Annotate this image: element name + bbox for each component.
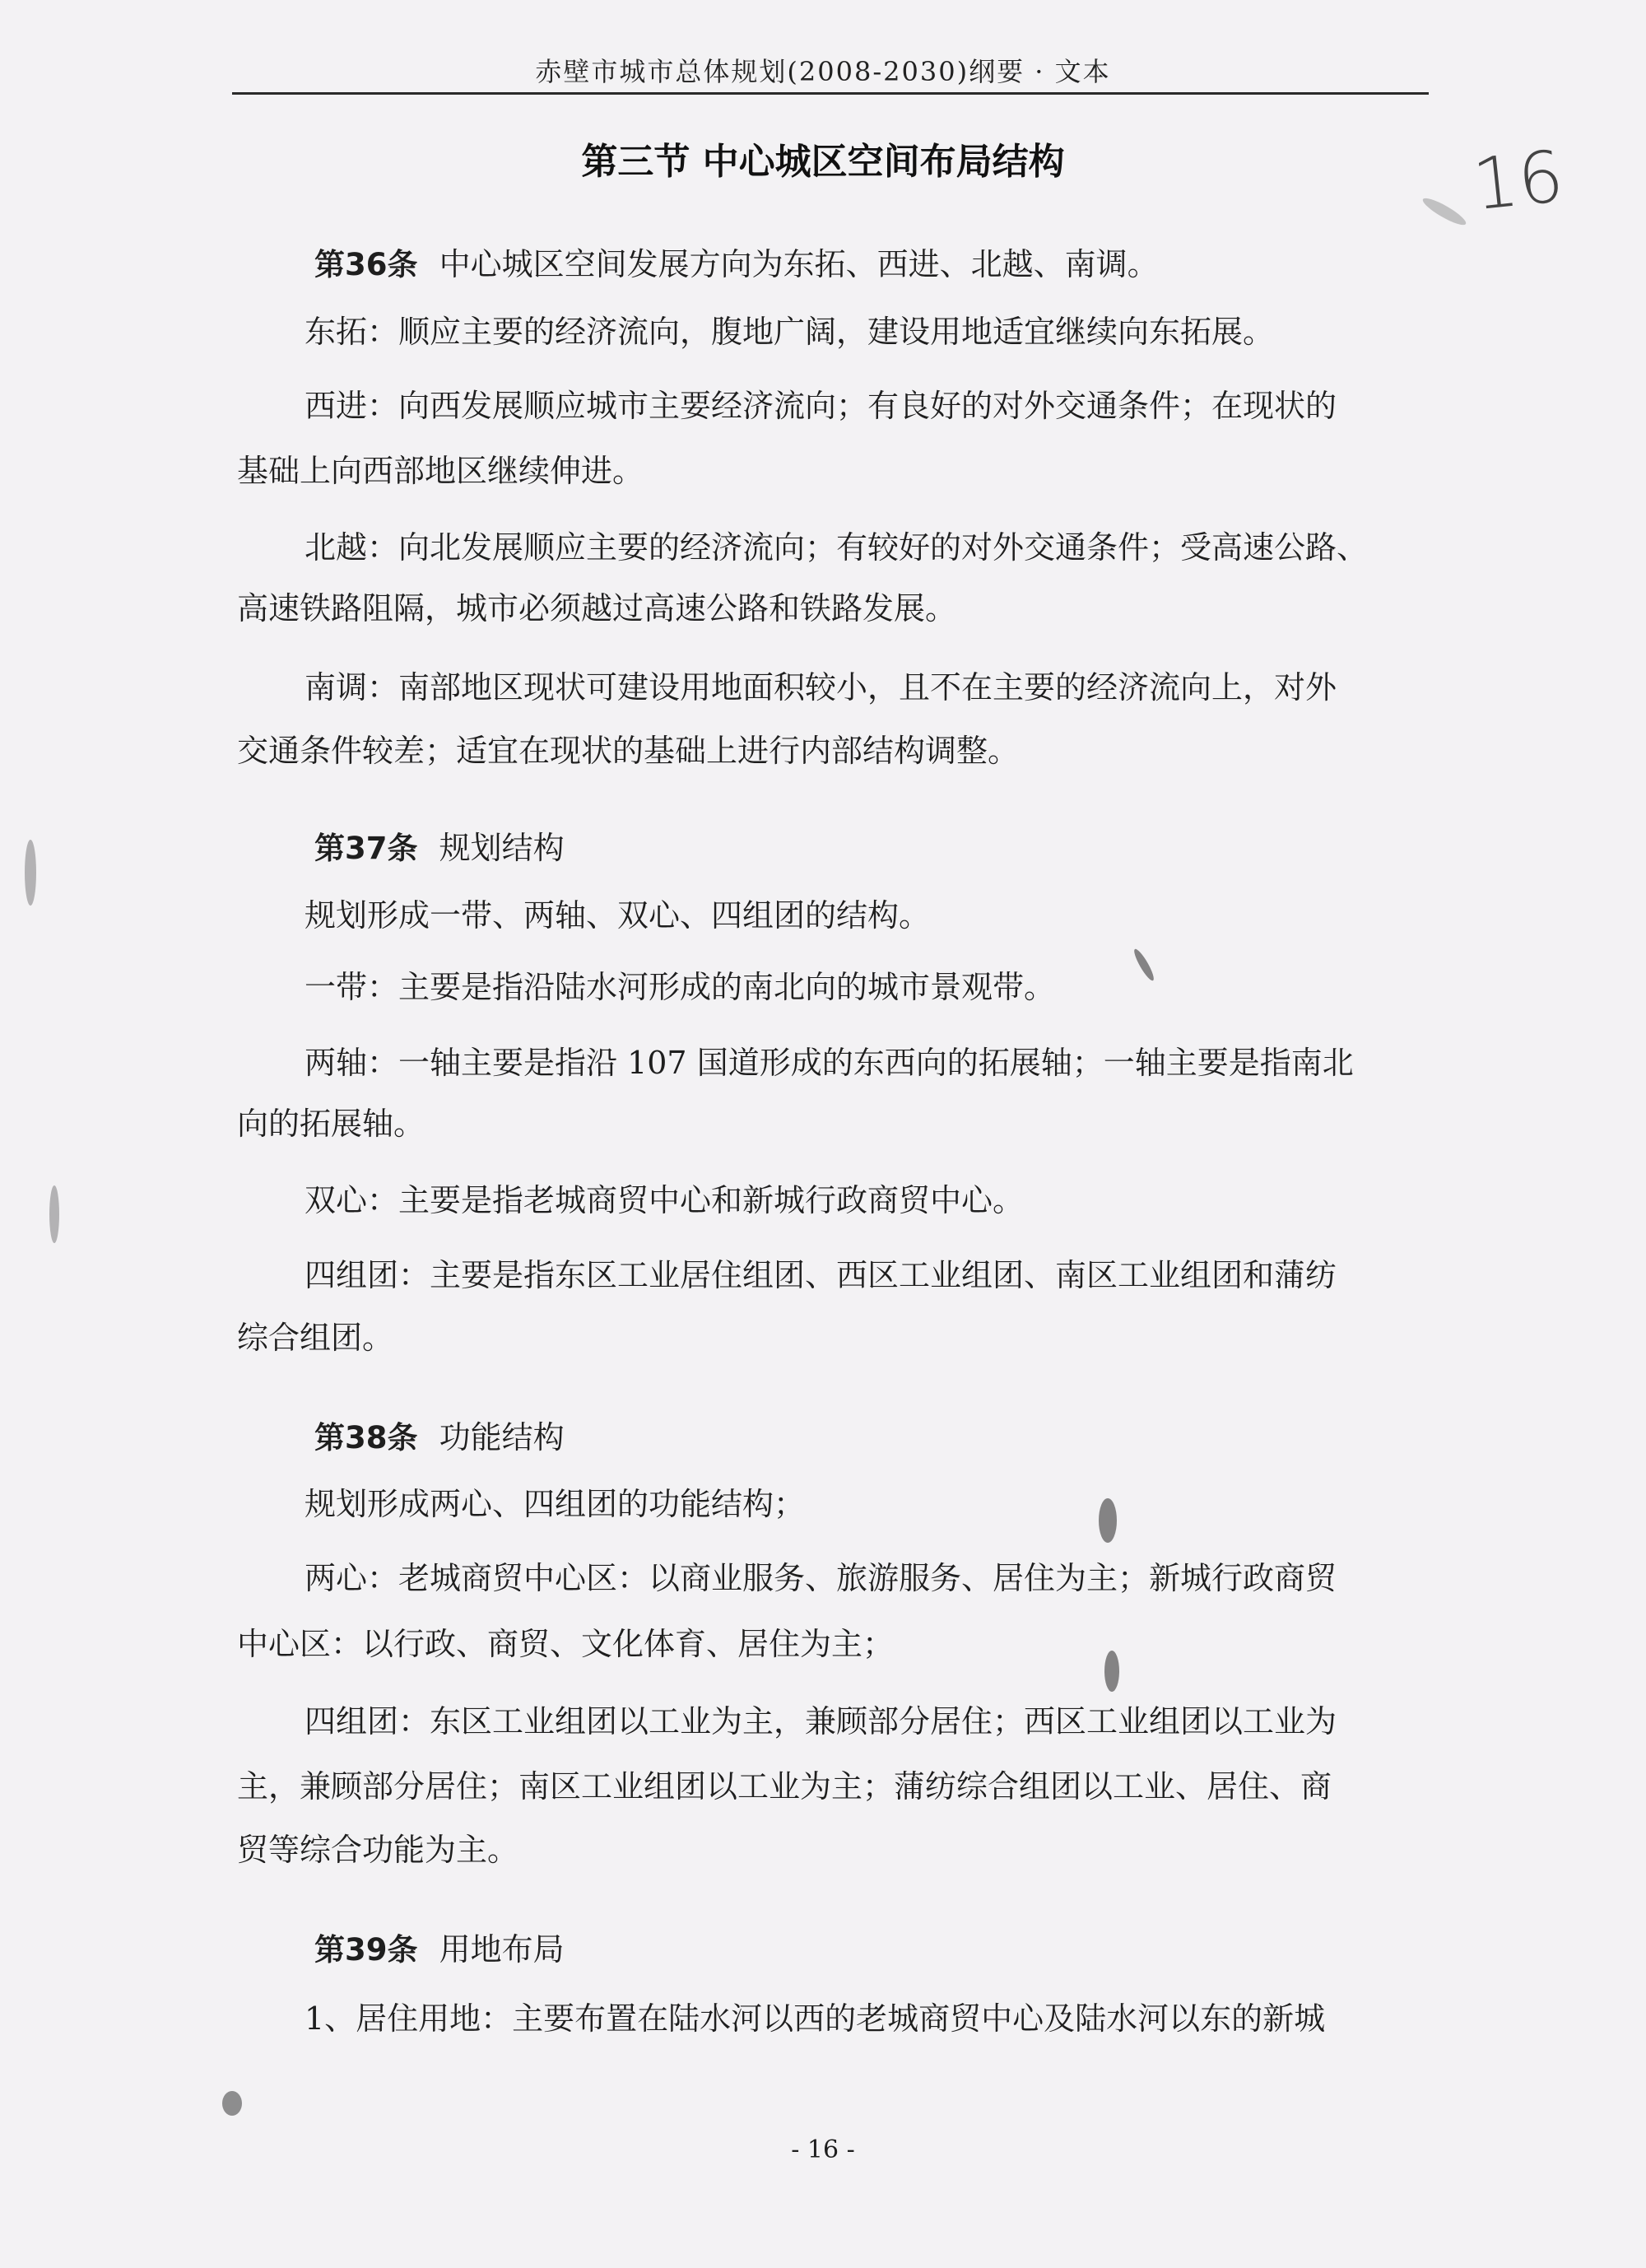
article-title: 用地布局 [439,1931,565,1968]
scan-smudge [1104,1651,1119,1692]
paragraph-line: 规划形成一带、两轴、双心、四组团的结构。 [305,897,931,934]
paragraph-line: 贸等综合功能为主。 [237,1832,519,1868]
scan-smudge [222,2091,242,2116]
paragraph-line: 双心：主要是指老城商贸中心和新城行政商贸中心。 [305,1182,1025,1218]
scan-smudge [25,840,36,906]
article-36-heading [314,246,1159,282]
header-rule [232,92,1429,95]
page-footer-number: - 16 - [791,2135,855,2164]
paragraph-line: 东拓：顺应主要的经济流向，腹地广阔，建设用地适宜继续向东拓展。 [305,314,1275,350]
article-label: 第38条 [314,1420,418,1455]
paragraph-line: 高速铁路阻隔，城市必须越过高速公路和铁路发展。 [237,590,957,626]
article-39-heading [314,1931,565,1968]
article-37-heading [314,832,565,864]
scan-smudge [1420,194,1469,229]
running-header: 赤壁市城市总体规划(2008-2030)纲要 · 文本 [535,56,1111,87]
article-label: 第39条 [314,1932,418,1968]
paragraph-line: 规划形成两心、四组团的功能结构； [305,1486,806,1522]
article-38-heading [314,1419,565,1455]
article-label: 第36条 [314,247,418,282]
scan-smudge [49,1185,59,1243]
paragraph-line: 向的拓展轴。 [237,1106,425,1142]
paragraph-line: 主，兼顾部分居住；南区工业组团以工业为主；蒲纺综合组团以工业、居住、商 [237,1768,1332,1805]
section-title: 第三节 中心城区空间布局结构 [581,141,1065,183]
paragraph-line: 交通条件较差；适宜在现状的基础上进行内部结构调整。 [237,733,1020,769]
paragraph-line: 南调：南部地区现状可建设用地面积较小，且不在主要的经济流向上，对外 [305,669,1337,706]
paragraph-line: 一带：主要是指沿陆水河形成的南北向的城市景观带。 [305,969,1056,1005]
paragraph-line: 北越：向北发展顺应主要的经济流向；有较好的对外交通条件；受高速公路、 [305,529,1369,566]
paragraph-line: 西进：向西发展顺应城市主要经济流向；有良好的对外交通条件；在现状的 [305,388,1337,424]
scan-smudge [1099,1498,1117,1543]
article-title: 中心城区空间发展方向为东拓、西进、北越、南调。 [439,246,1159,282]
scan-smudge [1132,947,1157,982]
paragraph-line: 两轴：一轴主要是指沿 107 国道形成的东西向的拓展轴；一轴主要是指南北 [305,1045,1354,1081]
paragraph-line: 中心区：以行政、商贸、文化体育、居住为主； [237,1626,895,1662]
paragraph-line: 两心：老城商贸中心区：以商业服务、旅游服务、居住为主；新城行政商贸 [305,1560,1337,1596]
paragraph-line: 四组团：主要是指东区工业居住组团、西区工业组团、南区工业组团和蒲纺 [305,1257,1337,1293]
paragraph-line: 基础上向西部地区继续伸进。 [237,453,644,489]
article-title: 功能结构 [439,1419,565,1455]
paragraph-line: 1、居住用地：主要布置在陆水河以西的老城商贸中心及陆水河以东的新城 [305,2000,1326,2037]
article-title: 规划结构 [439,830,565,866]
article-label: 第37条 [314,831,418,866]
paragraph-line: 综合组团。 [237,1320,394,1356]
paragraph-line: 四组团：东区工业组团以工业为主，兼顾部分居住；西区工业组团以工业为 [305,1703,1337,1739]
handwritten-page-number: 16 [1469,135,1568,227]
